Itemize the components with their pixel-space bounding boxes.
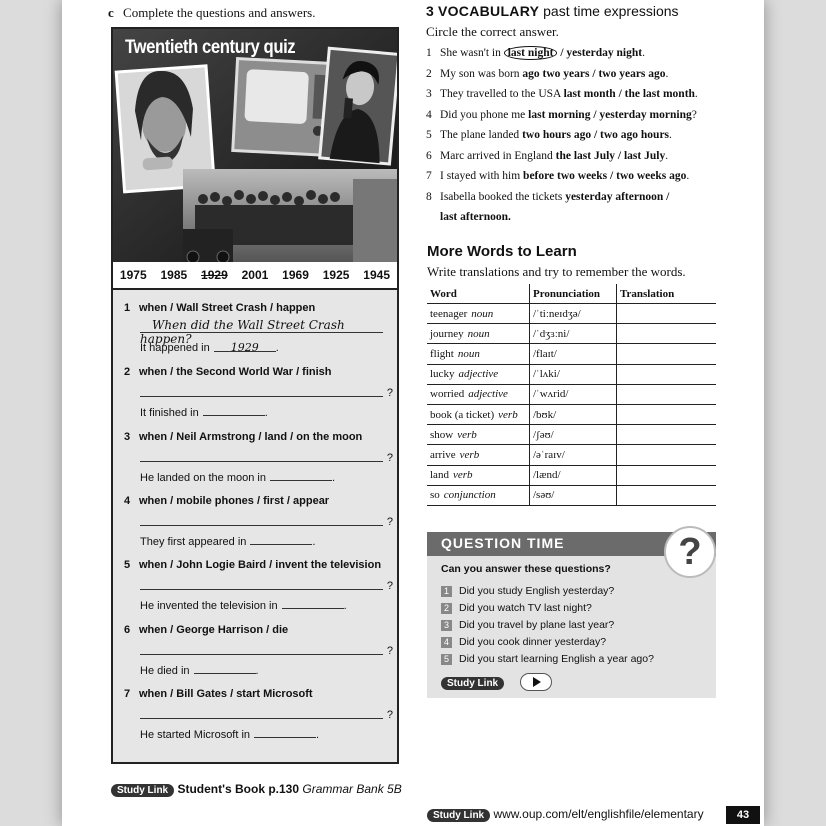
item-option-2[interactable]: yesterday night [566, 47, 643, 59]
question-time-number: 3 [441, 620, 452, 631]
exercise-letter: c [108, 5, 114, 20]
question-prompt: when / Neil Armstrong / land / on the moon [139, 430, 363, 443]
question-mark: ? [386, 515, 393, 528]
answer-sentence [140, 534, 315, 548]
question-number: 4 [124, 494, 131, 507]
answer-prefix: He invented the television in [140, 600, 278, 613]
answer-prefix: They first appeared in [140, 535, 247, 548]
question-answer-text [140, 704, 152, 718]
exercise-instruction: Complete the questions and answers. [123, 5, 316, 20]
item-number: 8 [426, 190, 432, 203]
col-translation: Translation [617, 284, 717, 304]
answer-sentence [140, 470, 335, 484]
question-answer-line[interactable] [140, 447, 393, 464]
year-option: 1925 [322, 268, 350, 282]
word: worried [430, 388, 465, 401]
question-number: 1 [124, 302, 131, 314]
answer-prefix: He died in [140, 664, 190, 677]
question-time-item [441, 601, 654, 618]
question-mark: ? [386, 451, 393, 464]
year-option: 1945 [363, 268, 390, 282]
answer-sentence [140, 405, 268, 419]
word: flight [430, 347, 454, 360]
question-time-number: 2 [441, 603, 452, 614]
pronunciation-cell: /ˈwʌrid/ [530, 384, 617, 404]
quiz-question [124, 559, 381, 571]
answer-blank[interactable]: 1929 [214, 341, 276, 352]
part-of-speech: verb [459, 448, 480, 461]
item-option-1[interactable]: the last July [555, 149, 616, 162]
item-number: 5 [426, 129, 432, 141]
word: show [430, 428, 454, 441]
item-separator: / [615, 149, 624, 162]
study-link-row [441, 673, 552, 691]
words-table [427, 284, 716, 506]
question-time-box [427, 532, 716, 698]
question-prompt: when / the Second World War / finish [139, 366, 332, 379]
pronunciation-cell: /flaɪt/ [530, 344, 617, 364]
words-table-row [427, 445, 716, 465]
word-cell [427, 304, 530, 324]
word-cell [427, 384, 530, 404]
translation-cell[interactable] [617, 304, 717, 324]
translation-cell[interactable] [617, 485, 717, 505]
vocabulary-item [426, 106, 726, 127]
words-table-row [427, 344, 716, 364]
word: journey [430, 327, 464, 340]
answer-blank[interactable] [194, 663, 256, 674]
words-table-row [427, 384, 716, 404]
answer-suffix: . [316, 728, 320, 741]
vocabulary-header [426, 3, 679, 19]
pronunciation-cell: /əˈraɪv/ [530, 445, 617, 465]
answer-prefix: He landed on the moon in [140, 471, 266, 484]
item-option-1[interactable]: ago two years [522, 67, 590, 80]
question-time-text: Did you travel by plane last year? [459, 619, 615, 631]
answer-suffix: . [312, 535, 316, 548]
words-table-row [427, 364, 716, 384]
item-option-2[interactable]: two weeks ago [616, 170, 687, 182]
item-sentence: Did you phone me [440, 108, 529, 121]
year-option-crossed: 1929 [201, 268, 228, 282]
question-time-number: 1 [441, 586, 452, 597]
question-mark: ? [386, 644, 393, 657]
pronunciation-cell: /ˈdʒɜːni/ [530, 324, 617, 344]
item-option-2[interactable]: two years ago [598, 67, 666, 80]
item-option-1[interactable]: before two weeks [523, 170, 608, 182]
word-cell [427, 425, 530, 445]
quiz-question [124, 688, 313, 700]
question-number: 2 [124, 366, 131, 379]
answer-blank[interactable] [250, 534, 312, 545]
vocabulary-list [426, 44, 726, 229]
item-separator: / [591, 129, 601, 141]
translation-cell[interactable] [617, 445, 717, 465]
exercise-c-header [108, 5, 315, 21]
item-end: ? [691, 108, 697, 121]
vocabulary-item-continued [426, 208, 726, 229]
item-separator: / [663, 190, 670, 203]
part-of-speech: verb [498, 408, 518, 421]
pronunciation-cell: /səʊ/ [530, 485, 617, 505]
play-icon[interactable] [520, 673, 552, 691]
answer-suffix: . [343, 600, 347, 613]
item-option-2[interactable]: the last month [624, 88, 695, 100]
question-number: 3 [124, 430, 131, 443]
footer-right [427, 807, 704, 822]
item-separator: / [590, 108, 600, 121]
item-number: 4 [426, 108, 432, 121]
item-option-1[interactable]: last morning [528, 108, 591, 121]
answer-prefix: It happened in [140, 342, 210, 354]
word: land [430, 469, 449, 482]
item-option-2[interactable]: last July [623, 149, 666, 162]
vocabulary-item [426, 126, 726, 147]
question-answer-text [140, 575, 152, 589]
question-answer-line[interactable] [140, 575, 393, 593]
question-time-item [441, 618, 654, 635]
question-time-item [441, 635, 654, 652]
word: book (a ticket) [430, 408, 495, 421]
item-option-1[interactable]: two hours ago [522, 129, 592, 141]
question-time-list [441, 584, 654, 669]
item-separator: / [615, 88, 625, 100]
item-separator: / [607, 170, 617, 182]
part-of-speech: verb [452, 469, 473, 482]
item-end: . [665, 149, 669, 162]
question-time-text: Did you study English yesterday? [459, 585, 615, 597]
question-answer-line[interactable] [140, 640, 393, 657]
translation-cell[interactable] [617, 404, 717, 424]
answer-sentence [140, 598, 347, 612]
answer-sentence [140, 727, 319, 741]
item-sentence: They travelled to the USA [440, 88, 564, 100]
workbook-page [62, 0, 764, 826]
question-time-item [441, 584, 654, 601]
question-mark-icon: ? [664, 526, 716, 578]
item-option-2[interactable]: last afternoon. [440, 211, 511, 223]
part-of-speech: noun [471, 307, 494, 320]
word-cell [427, 445, 530, 465]
quiz-photo-collage [113, 29, 397, 262]
question-answer-text [140, 511, 152, 525]
vocabulary-instruction: Circle the correct answer. [426, 24, 559, 39]
quiz-question [124, 495, 329, 507]
part-of-speech: noun [457, 347, 480, 360]
word-cell [427, 404, 530, 424]
footer-left [111, 782, 402, 797]
question-prompt: when / Wall Street Crash / happen [139, 302, 316, 314]
question-answer-line[interactable] [140, 511, 393, 528]
word: so [430, 489, 440, 502]
item-number: 3 [426, 88, 432, 100]
answer-suffix: . [255, 664, 259, 677]
answer-prefix: It finished in [140, 407, 199, 420]
item-sentence: I stayed with him [440, 170, 524, 182]
words-table-row [427, 485, 716, 505]
answer-blank[interactable] [203, 405, 265, 416]
item-option-1[interactable]: yesterday afternoon [565, 190, 664, 203]
footer-book-ref: Student's Book p.130 [177, 782, 300, 796]
item-sentence: Isabella booked the tickets [440, 190, 566, 203]
question-answer-line[interactable] [140, 704, 393, 721]
question-answer-text [140, 640, 152, 654]
part-of-speech: adjective [468, 388, 508, 401]
words-table-row [427, 324, 716, 344]
question-mark: ? [386, 708, 393, 721]
answer-sentence [140, 663, 259, 677]
pronunciation-cell: /bʊk/ [530, 404, 617, 424]
answer-sentence [140, 341, 279, 354]
pronunciation-cell: /ˈlʌki/ [530, 364, 617, 384]
question-prompt: when / George Harrison / die [139, 623, 289, 636]
question-prompt: when / Bill Gates / start Microsoft [139, 687, 313, 700]
question-time-title: QUESTION TIME [441, 535, 565, 551]
study-link-button[interactable]: Study Link [441, 677, 504, 690]
question-answer-line[interactable] [140, 382, 393, 400]
vocabulary-item [426, 188, 726, 209]
words-table-row [427, 404, 716, 424]
question-number: 5 [124, 559, 131, 572]
question-time-item [441, 652, 654, 669]
item-sentence: My son was born [440, 67, 523, 80]
word-cell [427, 344, 530, 364]
year-option: 1969 [282, 268, 309, 282]
section-title: VOCABULARY [437, 3, 540, 19]
item-option-1[interactable]: last night [504, 46, 558, 60]
item-end: . [686, 170, 690, 182]
footer-grammar-ref: Grammar Bank 5B [302, 782, 402, 796]
translation-cell[interactable] [617, 344, 717, 364]
more-words-instruction: Write translations and try to remember the words. [427, 264, 686, 279]
pronunciation-cell: /ˈtiːneɪdʒə/ [530, 304, 617, 324]
quiz-question [124, 366, 332, 378]
item-end: . [642, 47, 645, 59]
question-time-subtitle: Can you answer these questions? [441, 563, 611, 575]
item-end: . [665, 67, 669, 80]
pronunciation-cell: /ʃəʊ/ [530, 425, 617, 445]
question-mark: ? [386, 580, 393, 593]
translation-cell[interactable] [617, 384, 717, 404]
question-time-text: Did you start learning English a year ago? [459, 653, 654, 665]
pronunciation-cell: /lænd/ [530, 465, 617, 485]
vocabulary-item [426, 167, 726, 188]
part-of-speech: noun [467, 327, 490, 340]
word: lucky [430, 368, 455, 381]
answer-blank[interactable] [282, 598, 344, 609]
question-prompt: when / John Logie Baird / invent the television [139, 559, 382, 572]
item-sentence: Marc arrived in England [440, 149, 556, 162]
translation-cell[interactable] [617, 324, 717, 344]
item-option-1[interactable]: last month [563, 88, 616, 100]
question-answer-text [140, 447, 152, 461]
vocabulary-item [426, 65, 726, 86]
item-number: 7 [426, 170, 432, 182]
item-number: 1 [426, 47, 432, 59]
question-time-text: Did you cook dinner yesterday? [459, 636, 607, 648]
page-number: 43 [726, 806, 760, 824]
footer-study-link-badge[interactable]: Study Link [111, 784, 174, 797]
answer-suffix: . [264, 407, 268, 420]
translation-cell[interactable] [617, 364, 717, 384]
item-separator: / [589, 67, 599, 80]
item-end: . [694, 88, 698, 100]
translation-cell[interactable] [617, 465, 717, 485]
year-option: 1975 [119, 268, 147, 282]
item-option-2[interactable]: two ago hours [600, 129, 670, 141]
col-pronunciation: Pronunciation [530, 284, 617, 304]
year-options [113, 262, 397, 290]
year-option: 2001 [241, 268, 269, 282]
answer-suffix: . [331, 471, 336, 484]
words-table-row [427, 304, 716, 324]
quiz-box [111, 27, 399, 764]
more-words-title: More Words to Learn [427, 243, 577, 260]
vocabulary-item [426, 85, 726, 106]
section-number: 3 [426, 3, 435, 19]
year-option: 1985 [160, 268, 188, 282]
section-subtitle: past time expressions [543, 3, 679, 19]
item-sentence: She wasn't in [440, 47, 504, 59]
question-number: 6 [124, 623, 131, 636]
word-cell [427, 324, 530, 344]
answer-prefix: He started Microsoft in [140, 728, 251, 741]
answer-blank[interactable] [254, 727, 316, 738]
vocabulary-item [426, 147, 726, 168]
words-table-row [427, 465, 716, 485]
word-cell [427, 485, 530, 505]
word: teenager [430, 307, 468, 320]
question-time-number: 4 [441, 637, 452, 648]
col-word: Word [427, 284, 530, 304]
question-mark: ? [386, 387, 393, 400]
quiz-question [124, 624, 288, 636]
question-time-number: 5 [441, 654, 452, 665]
footer-url[interactable]: www.oup.com/elt/englishfile/elementary [493, 807, 704, 821]
quiz-title: Twentieth century quiz [125, 37, 296, 58]
question-answer-text: When did the Wall Street Crash happen? [140, 318, 345, 346]
collage-image [113, 29, 397, 262]
words-table-row [427, 425, 716, 445]
word: arrive [430, 448, 456, 461]
word-cell [427, 364, 530, 384]
question-answer-line[interactable] [140, 318, 383, 346]
question-time-text: Did you watch TV last night? [459, 602, 592, 614]
question-answer-text [140, 382, 152, 396]
question-number: 7 [124, 687, 131, 700]
footer-right-study-link-badge[interactable]: Study Link [427, 809, 490, 822]
answer-blank[interactable] [270, 470, 332, 481]
part-of-speech: adjective [458, 368, 499, 381]
words-table-header [427, 284, 716, 304]
word-cell [427, 465, 530, 485]
item-option-2[interactable]: yesterday morning [599, 108, 692, 121]
part-of-speech: conjunction [443, 489, 496, 502]
quiz-question [124, 431, 362, 443]
quiz-question [124, 302, 315, 314]
item-number: 2 [426, 67, 432, 80]
answer-suffix: . [275, 342, 279, 354]
item-separator: / [557, 47, 567, 59]
item-end: . [669, 129, 672, 141]
vocabulary-item [426, 44, 726, 65]
question-prompt: when / mobile phones / first / appear [139, 494, 330, 507]
part-of-speech: verb [457, 428, 477, 441]
item-sentence: The plane landed [440, 129, 523, 141]
item-number: 6 [426, 149, 432, 162]
translation-cell[interactable] [617, 425, 717, 445]
